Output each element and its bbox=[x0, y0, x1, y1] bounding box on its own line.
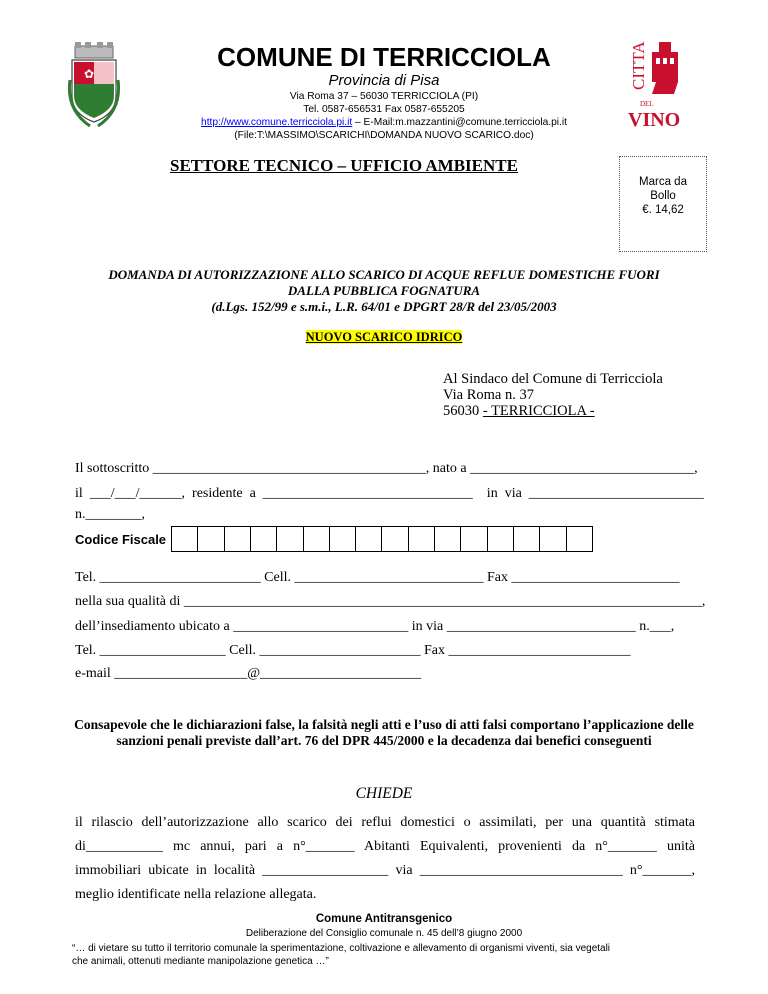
footer-quote-line-1: “… di vietare su tutto il territorio comunale la sperimentazione, coltivazione e allevamento di organismi viventi, sia vegetali bbox=[72, 943, 611, 954]
cf-char-box[interactable] bbox=[277, 527, 303, 551]
cf-char-box[interactable] bbox=[356, 527, 382, 551]
cf-char-box[interactable] bbox=[435, 527, 461, 551]
contatti-insediamento-field[interactable]: Tel. __________________ Cell. _______________________ Fax __________________________ bbox=[75, 643, 631, 658]
numero-civico-field[interactable]: n.________, bbox=[75, 507, 145, 522]
cf-char-box[interactable] bbox=[330, 527, 356, 551]
codice-fiscale-row bbox=[75, 526, 593, 552]
website-link[interactable]: http://www.comune.terricciola.pi.it bbox=[201, 117, 353, 128]
footer-quote-line-2: che animali, ottenuti mediante manipolazione genetica …” bbox=[72, 956, 329, 967]
web-email-line bbox=[0, 116, 768, 129]
settore-heading: SETTORE TECNICO – UFFICIO AMBIENTE bbox=[170, 156, 518, 175]
insediamento-field[interactable]: dell’insediamento ubicato a _________________________ in via ___________________________ n.___, bbox=[75, 619, 675, 634]
destinatario-line-2: Via Roma n. 37 bbox=[443, 387, 534, 403]
cf-char-box[interactable] bbox=[514, 527, 540, 551]
cf-char-box[interactable] bbox=[540, 527, 566, 551]
cf-char-box[interactable] bbox=[409, 527, 435, 551]
provincia-subtitle: Provincia di Pisa bbox=[328, 72, 440, 89]
richiesta-line-3[interactable]: immobiliari ubicate in località __________________ via _____________________________ n°_______, bbox=[75, 863, 695, 878]
bollo-line-3: €. 14,62 bbox=[642, 204, 684, 216]
richiesta-line-2[interactable]: di___________ mc annui, pari a n°_______ Abitanti Equivalenti, provenienti da n°_______ unità bbox=[75, 839, 695, 854]
phone-fax-line: Tel. 0587-656531 Fax 0587-655205 bbox=[303, 104, 465, 115]
destinatario-line-3: 56030 - TERRICCIOLA - bbox=[443, 403, 595, 419]
nascita-residenza-field[interactable]: il ___/___/______, residente a ______________________________ in via _________________________ bbox=[75, 486, 704, 501]
domanda-title-line-2: DALLA PUBBLICA FOGNATURA bbox=[287, 283, 481, 298]
bollo-line-2: Bollo bbox=[650, 190, 676, 202]
richiesta-line-4: meglio identificate nella relazione allegata. bbox=[75, 887, 317, 902]
contatti-field[interactable]: Tel. _______________________ Cell. ___________________________ Fax ________________________ bbox=[75, 570, 680, 585]
cf-char-box[interactable] bbox=[382, 527, 408, 551]
domanda-title-line-3: (d.Lgs. 152/99 e s.m.i., L.R. 64/01 e DPGRT 28/R del 23/05/2003 bbox=[211, 299, 557, 314]
comune-title: COMUNE DI TERRICCIOLA bbox=[217, 42, 551, 72]
cf-char-box[interactable] bbox=[198, 527, 224, 551]
marca-da-bollo-box bbox=[619, 156, 707, 252]
address-line: Via Roma 37 – 56030 TERRICCIOLA (PI) bbox=[289, 91, 479, 102]
codice-fiscale-label: Codice Fiscale bbox=[75, 531, 167, 547]
email-field[interactable]: e-mail ___________________@_______________________ bbox=[75, 666, 422, 681]
richiesta-line-1: il rilascio dell’autorizzazione allo scarico dei reflui domestici o assimilati, per una quantità stimata bbox=[75, 815, 695, 830]
dichiarazione-paragraph: Consapevole che le dichiarazioni false, la falsità negli atti e l’uso di atti falsi comportano l’applicazione delle sanzioni penali previste dall’art. 76 del DPR 445/2000 e la decadenza dai benefici conseguenti bbox=[74, 717, 694, 748]
footer-title: Comune Antitransgenico bbox=[315, 913, 453, 925]
cf-char-box[interactable] bbox=[225, 527, 251, 551]
logo-del-text: DEL bbox=[640, 100, 654, 108]
bollo-line-1: Marca da bbox=[639, 176, 687, 188]
file-path-line: (File:T:\MASSIMO\SCARICHI\DOMANDA NUOVO SCARICO.doc) bbox=[234, 130, 534, 141]
qualita-field[interactable]: nella sua qualità di __________________________________________________________________________, bbox=[75, 594, 706, 609]
cf-char-box[interactable] bbox=[251, 527, 277, 551]
svg-text:✿: ✿ bbox=[84, 67, 95, 81]
domanda-title-line-1: DOMANDA DI AUTORIZZAZIONE ALLO SCARICO DI ACQUE REFLUE DOMESTICHE FUORI bbox=[108, 267, 660, 282]
logo-citta-text: CITTA bbox=[629, 41, 648, 90]
chiede-heading: CHIEDE bbox=[355, 785, 413, 802]
sottoscritto-field[interactable]: Il sottoscritto _______________________________________, nato a ________________________________, bbox=[75, 461, 698, 476]
cf-char-box[interactable] bbox=[172, 527, 198, 551]
nuovo-scarico-label: NUOVO SCARICO IDRICO bbox=[305, 330, 463, 344]
cf-char-box[interactable] bbox=[488, 527, 514, 551]
cf-char-box[interactable] bbox=[567, 527, 593, 551]
destinatario-line-1: Al Sindaco del Comune di Terricciola bbox=[443, 371, 663, 387]
footer-delibera: Deliberazione del Consiglio comunale n. 45 dell’8 giugno 2000 bbox=[245, 928, 523, 939]
logo-vino-text: VINO bbox=[628, 109, 681, 128]
codice-fiscale-boxes[interactable] bbox=[171, 526, 593, 552]
cf-char-box[interactable] bbox=[461, 527, 487, 551]
cf-char-box[interactable] bbox=[304, 527, 330, 551]
email-text: – E-Mail:m.mazzantini@comune.terricciola.pi.it bbox=[352, 117, 567, 128]
